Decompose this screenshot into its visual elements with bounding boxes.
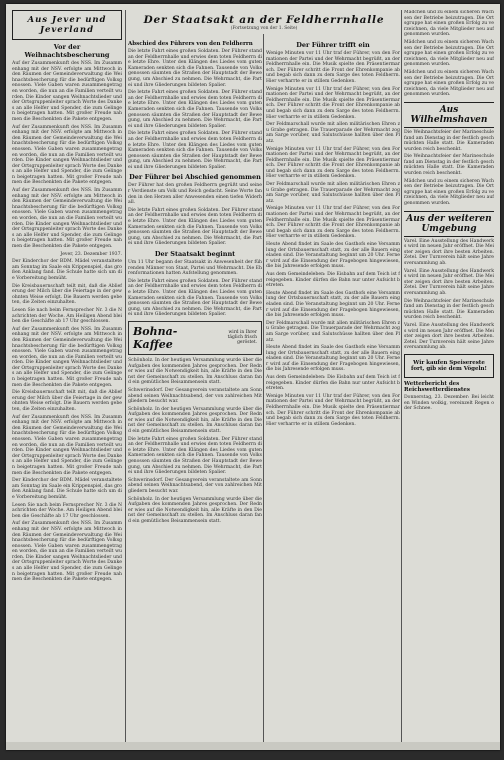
article-body: Der Kinderchor der BDM. Mädel veranstaltete am Sonntag im Saale ein Krippenspiel, das großen Anklang fand. Die Schule hatte sich um die Vorbereitung bemüht. (12, 259, 122, 281)
article-body: Die letzte Fahrt eines großen Soldaten. Der Führer stand an der Feldherrnhalle und erwies dem toten Feldherrn die letzte Ehre. Unter den Klängen des Liedes vom guten Kameraden senkten sich die Fahnen. Tausende von Volksgenossen säumten die Straßen der Hauptstadt der Bewegung, um Abschied zu nehmen. Die Wehrmacht, die Partei und ihre Gliederungen bildeten Spalier. (128, 90, 262, 129)
article-body: Die letzte Fahrt eines großen Soldaten. Der Führer stand an der Feldherrnhalle und erwies dem toten Feldherrn die letzte Ehre. Unter den Klängen des Liedes vom guten Kameraden senkten sich die Fahnen. Tausende von Volksgenossen säumten die Straßen der Hauptstadt der Bewegung, um Abschied zu nehmen. Die Wehrmacht, die Partei und ihre Gliederungen bildeten Spalier. (128, 436, 262, 476)
article-body: Die Weihnachtsfeier der Marineschule fand am Dienstag in der festlich geschmückten Halle statt. Die Kameraden wurden reich beschenkt. (404, 154, 494, 177)
article-body: Die Weihnachtsfeier der Marineschule fand am Dienstag in der festlich geschmückten Halle statt. Die Kameraden wurden reich beschenkt. (404, 298, 494, 321)
ad-logo: Bohna-Kaffee (133, 324, 178, 351)
article-body: Mädchen und zu einem sicheren Wachsen der Betriebe beizutragen. Die Ortsgruppe hat einen großen Erfolg zu verzeichnen, da viele Mitglieder neu aufgenommen wurden. (404, 39, 494, 68)
column-divider (125, 10, 126, 744)
article-body: Mädchen und zu einem sicheren Wachsen der Betriebe beizutragen. Die Ortsgruppe hat einen großen Erfolg zu verzeichnen, da viele Mitglieder neu aufgenommen wurden. (404, 69, 494, 98)
article-body: Schönholz. In der heutigen Versammlung wurde über die Aufgaben des kommenden Jahres gesprochen. Der Redner wies auf die Notwendigkeit hin, alle Kräfte in den Dienst der Gemeinschaft zu stellen. Im Anschluss daran fand ein gemütliches Beisammensein statt. (128, 496, 262, 524)
article-body: Heute Abend findet im Saale des Gasthofs eine Versammlung der Ortsbauernschaft statt, zu der alle Bauern eingeladen sind. Die Veranstaltung beginnt um 20 Uhr. Ferner wird auf die Einsendung der Fragebogen hingewiesen, die bis Jahresende erfolgen muss. (266, 345, 400, 373)
article-body: Die Kreisbauernschaft teilt mit, daß die Ablieferung der Milch über die Feiertage in der gewohnten Weise erfolgt. Die Bauern werden gebeten, die Zeiten einzuhalten. (12, 390, 122, 413)
article-body: Varel. Eine Ausstellung des Handwerks wird im neuen Jahr eröffnet. Die Meister zeigen dort ihre besten Arbeiten. Zetel. Der Turnverein hält seine Jahresversammlung ab. (404, 322, 494, 351)
section-title: Der Staatsakt beginnt (154, 250, 236, 258)
article-body: Der Feldmarschall wurde mit allen militärischen Ehren zu Grabe getragen. Die Trauerparade der Wehrmacht zog am Sarge vorüber, und Salutschüsse hallten über den Platz. (266, 182, 400, 204)
section-title: Der Führer trifft ein (296, 41, 370, 49)
article-body: Der Feldmarschall wurde mit allen militärischen Ehren zu Grabe getragen. Die Trauerparade der Wehrmacht zog am Sarge vorüber, und Salutschüsse hallten über den Platz. (266, 122, 400, 144)
section-title: Aus Wilhelmshaven (404, 102, 494, 128)
article-body: Schönholz. In der heutigen Versammlung wurde über die Aufgaben des kommenden Jahres gesprochen. Der Redner wies auf die Notwendigkeit hin, alle Kräfte in den Dienst der Gemeinschaft zu stellen. Im Anschluss daran fand ein gemütliches Beisammensein statt. (128, 357, 262, 386)
article-body: Auf der Zusammenkunft des NSS. Im Zusammenhang mit der NSV. erfolgte am Mittwoch in den Räumen der Gemeindeverwaltung die Weihnachtsbescherung für die bedürftigen Volksgenossen. Viele Gaben waren zusammengetragen worden, die nun an die Familien verteilt wurden. Die Kinder sangen Weihnachtslieder und der Ortsgruppenleiter sprach Worte des Dankes an alle Helfer und Spender, die zum Gelingen beigetragen hatten. Mit großer Freude nahmen die Beschenkten die Pakete entgegen. (12, 414, 122, 476)
section-title: Aus der weiteren Umgebung (404, 211, 494, 237)
coffee-advertisement (128, 321, 262, 355)
section-header-box (12, 10, 122, 40)
article-body: Schönholz. In der heutigen Versammlung wurde über die Aufgaben des kommenden Jahres gesprochen. Der Redner wies auf die Notwendigkeit hin, alle Kräfte in den Dienst der Gemeinschaft zu stellen. Im Anschluss daran fand ein gemütliches Beisammensein statt. (128, 406, 262, 435)
ad-tagline: wird in Ihrer täglich frisch geröstet. (227, 330, 257, 346)
article-body: Die letzte Fahrt eines großen Soldaten. Der Führer stand an der Feldherrnhalle und erwies dem toten Feldherrn die letzte Ehre. Unter den Klängen des Liedes vom guten Kameraden senkten sich die Fahnen. Tausende von Volksgenossen säumten die Straßen der Hauptstadt der Bewegung, um Abschied zu nehmen. Die Wehrmacht, die Partei und ihre Gliederungen bildeten Spalier. (128, 49, 262, 88)
article-body: Die letzte Fahrt eines großen Soldaten. Der Führer stand an der Feldherrnhalle und erwies dem toten Feldherrn die letzte Ehre. Unter den Klängen des Liedes vom guten Kameraden senkten sich die Fahnen. Tausende von Volksgenossen säumten die Straßen der Hauptstadt der Bewegung, um Abschied zu nehmen. Die Wehrmacht, die Partei und ihre Gliederungen bildeten Spalier. (128, 278, 262, 318)
article-body: Auf der Zusammenkunft des NSS. Im Zusammenhang mit der NSV. erfolgte am Mittwoch in den Räumen der Gemeindeverwaltung die Weihnachtsbescherung für die bedürftigen Volksgenossen. Viele Gaben waren zusammengetragen worden, die nun an die Familien verteilt wurden. Die Kinder sangen Weihnachtslieder und der Ortsgruppenleiter sprach Worte des Dankes an alle Helfer und Spender, die zum Gelingen beigetragen hatten. Mit großer Freude nahmen die Beschenkten die Pakete entgegen. (12, 326, 122, 388)
article-body: Wenige Minuten vor 11 Uhr traf der Führer, von den Formationen der Partei und der Wehrmacht begrüßt, an der Feldherrnhalle ein. Die Musik spielte den Präsentiermarsch. Der Führer schritt die Front der Ehrenkompanie ab und begab sich dann zu dem Sarge des toten Feldherrn. Hier verharrte er in stillem Gedenken. (266, 146, 400, 180)
notice-text: Wir kaufen Speisereste fort, gib sie dem Vögeln! (411, 359, 487, 372)
article-body: Auf der Zusammenkunft des NSS. Im Zusammenhang mit der NSV. erfolgte am Mittwoch in den Räumen der Gemeindeverwaltung die Weihnachtsbescherung für die bedürftigen Volksgenossen. Viele Gaben waren zusammengetragen worden, die nun an die Familien verteilt wurden. Die Kinder sangen Weihnachtslieder und der Ortsgruppenleiter sprach Worte des Dankes an alle Helfer und Spender, die zum Gelingen beigetragen hatten. Mit großer Freude nahmen die Beschenkten die Pakete entgegen. (12, 188, 122, 249)
article-body: Wenige Minuten vor 11 Uhr traf der Führer, von den Formationen der Partei und der Wehrmacht begrüßt, an der Feldherrnhalle ein. Die Musik spielte den Präsentiermarsch. Der Führer schritt die Front der Ehrenkompanie ab und begab sich dann zu dem Sarge des toten Feldherrn. Hier verharrte er in stillem Gedenken. (266, 393, 400, 427)
article-body: Wenige Minuten vor 11 Uhr traf der Führer, von den Formationen der Partei und der Wehrmacht begrüßt, an der Feldherrnhalle ein. Die Musik spielte den Präsentiermarsch. Der Führer schritt die Front der Ehrenkompanie ab und begab sich dann zu dem Sarge des toten Feldherrn. Hier verharrte er in stillem Gedenken. (266, 86, 400, 120)
article-title: Vor der Weihnachtsbescherung (24, 43, 110, 59)
column-1 (12, 10, 122, 744)
article-body: Heute Abend findet im Saale des Gasthofs eine Versammlung der Ortsbauernschaft statt, zu der alle Bauern eingeladen sind. Die Veranstaltung beginnt um 20 Uhr. Ferner wird auf die Einsendung der Fragebogen hingewiesen, die bis Jahresende erfolgen muss. (266, 290, 400, 319)
article-body: Lesen Sie nach beim Fernsprecher Nr. 3 die Nachrichten der Woche. Am Heiligen Abend bleiben die Geschäfte ab 17 Uhr geschlossen. (12, 307, 122, 325)
article-body: Auf der Zusammenkunft des NSS. Im Zusammenhang mit der NSV. erfolgte am Mittwoch in den Räumen der Gemeindeverwaltung die Weihnachtsbescherung für die bedürftigen Volksgenossen. Viele Gaben waren zusammengetragen worden, die nun an die Familien verteilt wurden. Die Kinder sangen Weihnachtslieder und der Ortsgruppenleiter sprach Worte des Dankes an alle Helfer und Spender, die zum Gelingen beigetragen hatten. Mit großer Freude nahmen die Beschenkten die Pakete entgegen. (12, 124, 122, 186)
article-body: Mädchen und zu einem sicheren Wachsen der Betriebe beizutragen. Die Ortsgruppe hat einen großen Erfolg zu verzeichnen, da viele Mitglieder neu aufgenommen wurden. (404, 10, 494, 38)
column-2 (128, 38, 262, 744)
article-body: Auf der Zusammenkunft des NSS. Im Zusammenhang mit der NSV. erfolgte am Mittwoch in den Räumen der Gemeindeverwaltung die Weihnachtsbescherung für die bedürftigen Volksgenossen. Viele Gaben waren zusammengetragen worden, die nun an die Familien verteilt wurden. Die Kinder sangen Weihnachtslieder und der Ortsgruppenleiter sprach Worte des Dankes an alle Helfer und Spender, die zum Gelingen beigetragen hatten. Mit großer Freude nahmen die Beschenkten die Pakete entgegen. (12, 521, 122, 583)
main-article-subtitle: (Fortsetzung von der 1. Seite) (230, 26, 298, 31)
article-body: Wenige Minuten vor 11 Uhr traf der Führer, von den Formationen der Partei und der Wehrmacht begrüßt, an der Feldherrnhalle ein. Die Musik spielte den Präsentiermarsch. Der Führer schritt die Front der Ehrenkompanie ab und begab sich dann zu dem Sarge des toten Feldherrn. Hier verharrte er in stillem Gedenken. (266, 51, 400, 84)
dateline: Jever, 23. Dezember 1937. (60, 251, 122, 257)
article-body: Die Kreisbauernschaft teilt mit, daß die Ablieferung der Milch über die Feiertage in der gewohnten Weise erfolgt. Die Bauern werden gebeten, die Zeiten einzuhalten. (12, 283, 122, 306)
section-title: Der Führer bei Abschied genommen (129, 173, 261, 182)
column-divider (401, 10, 402, 744)
article-body: Die letzte Fahrt eines großen Soldaten. Der Führer stand an der Feldherrnhalle und erwies dem toten Feldherrn die letzte Ehre. Unter den Klängen des Liedes vom guten Kameraden senkten sich die Fahnen. Tausende von Volksgenossen säumten die Straßen der Hauptstadt der Bewegung, um Abschied zu nehmen. Die Wehrmacht, die Partei und ihre Gliederungen bildeten Spalier. (128, 131, 262, 170)
article-body: Lesen Sie nach beim Fernsprecher Nr. 3 die Nachrichten der Woche. Am Heiligen Abend bleiben die Geschäfte ab 17 Uhr geschlossen. (12, 502, 122, 519)
article-body: Die Weihnachtsfeier der Marineschule fand am Dienstag in der festlich geschmückten Halle statt. Die Kameraden wurden reich beschenkt. (404, 129, 494, 152)
article-body: Schwerinsdorf. Der Gesangverein veranstaltete am Sonnabend seinen Weihnachtsabend, der von zahlreichen Mitgliedern besucht war. (128, 477, 262, 494)
article-body: Heute Abend findet im Saale des Gasthofs eine Versammlung der Ortsbauernschaft statt, zu der alle Bauern eingeladen sind. Die Veranstaltung beginnt um 20 Uhr. Ferner wird auf die Einsendung der Fragebogen hingewiesen, die bis Jahresende erfolgen muss. (266, 242, 400, 270)
article-body: Wenige Minuten vor 11 Uhr traf der Führer, von den Formationen der Partei und der Wehrmacht begrüßt, an der Feldherrnhalle ein. Die Musik spielte den Präsentiermarsch. Der Führer schritt die Front der Ehrenkompanie ab und begab sich dann zu dem Sarge des toten Feldherrn. Hier verharrte er in stillem Gedenken. (266, 206, 400, 240)
article-body: Schwerinsdorf. Der Gesangverein veranstaltete am Sonnabend seinen Weihnachtsabend, der von zahlreichen Mitgliedern besucht war. (128, 387, 262, 405)
section-header: Aus Jever und Jeverland (27, 15, 107, 35)
article-body: Der Kinderchor der BDM. Mädel veranstaltete am Sonntag im Saale ein Krippenspiel, das großen Anklang fand. Die Schule hatte sich um die Vorbereitung bemüht. (12, 478, 122, 500)
article-body: Der Führer hat den großen Feldherrn gegrüßt und seiner Verdienste um Volk und Reich gedacht. Seine Worte fanden in den Herzen aller Anwesenden einen tiefen Widerhall. (128, 183, 262, 206)
article-body: Auf der Zusammenkunft des NSS. Im Zusammenhang mit der NSV. erfolgte am Mittwoch in den Räumen der Gemeindeverwaltung die Weihnachtsbescherung für die bedürftigen Volksgenossen. Viele Gaben waren zusammengetragen worden, die nun an die Familien verteilt wurden. Die Kinder sangen Weihnachtslieder und der Ortsgruppenleiter sprach Worte des Dankes an alle Helfer und Spender, die zum Gelingen beigetragen hatten. Mit großer Freude nahmen die Beschenkten die Pakete entgegen. (12, 61, 122, 122)
article-body: Varel. Eine Ausstellung des Handwerks wird im neuen Jahr eröffnet. Die Meister zeigen dort ihre besten Arbeiten. Zetel. Der Turnverein hält seine Jahresversammlung ab. (404, 268, 494, 296)
main-article-banner (128, 14, 400, 31)
article-body: Varel. Eine Ausstellung des Handwerks wird im neuen Jahr eröffnet. Die Meister zeigen dort ihre besten Arbeiten. Zetel. Der Turnverein hält seine Jahresversammlung ab. (404, 238, 494, 266)
page-footer-strip (6, 742, 500, 750)
article-body: Aus dem Gemeindeleben: Die Eisbahn auf dem Teich ist freigegeben. Kinder dürfen die Bahn nur unter Aufsicht betreten. (266, 271, 400, 289)
column-3 (266, 38, 400, 744)
notice-box (404, 354, 494, 378)
section-title: Wetterbericht des Reichswetterdienstes (404, 380, 470, 393)
column-4 (404, 10, 494, 744)
article-body: Die letzte Fahrt eines großen Soldaten. Der Führer stand an der Feldherrnhalle und erwies dem toten Feldherrn die letzte Ehre. Unter den Klängen des Liedes vom guten Kameraden senkten sich die Fahnen. Tausende von Volksgenossen säumten die Straßen der Hauptstadt der Bewegung, um Abschied zu nehmen. Die Wehrmacht, die Partei und ihre Gliederungen bildeten Spalier. (128, 207, 262, 247)
article-body: Aus dem Gemeindeleben: Die Eisbahn auf dem Teich ist freigegeben. Kinder dürfen die Bahn nur unter Aufsicht betreten. (266, 375, 400, 392)
main-article-title: Der Staatsakt an der Feldherrnhalle (143, 14, 385, 26)
section-title: Abschied des Führers von den Feldherrn (128, 41, 253, 47)
article-body: Mädchen und zu einem sicheren Wachsen der Betriebe beizutragen. Die Ortsgruppe hat einen großen Erfolg zu verzeichnen, da viele Mitglieder neu aufgenommen wurden. (404, 178, 494, 207)
article-body: Um 11 Uhr begann der Staatsakt in Anwesenheit der führenden Männer von Staat, Partei und Wehrmacht. Die Ehrenformationen hatten Aufstellung genommen. (128, 260, 262, 277)
column-divider (263, 34, 264, 744)
newspaper-page (6, 4, 500, 750)
article-body: Donnerstag, 23. Dezember: Bei leichten Winden wolkig, vereinzelt Regen oder Schnee. (404, 394, 494, 412)
article-body: Der Feldmarschall wurde mit allen militärischen Ehren zu Grabe getragen. Die Trauerparade der Wehrmacht zog am Sarge vorüber, und Salutschüsse hallten über den Platz. (266, 320, 400, 343)
